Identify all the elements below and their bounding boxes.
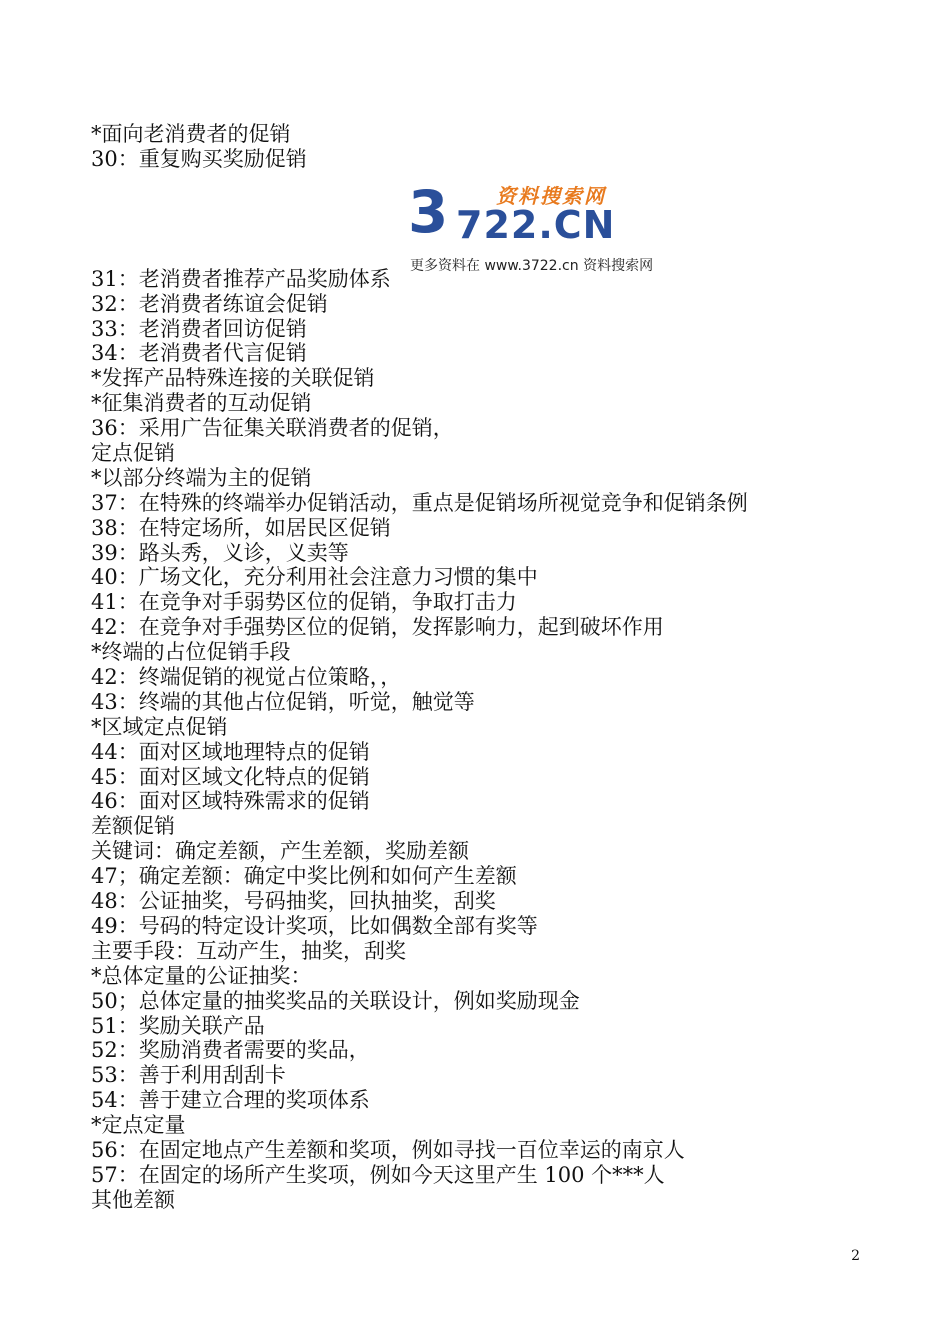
text-line: 31：老消费者推荐产品奖励体系 xyxy=(91,266,391,291)
text-line: 定点促销 xyxy=(91,441,175,466)
main-text-lines xyxy=(91,267,891,1213)
text-line: 53：善于利用刮刮卡 xyxy=(91,1063,286,1088)
text-line: *面向老消费者的促销 xyxy=(91,122,291,146)
logo-number: 3 xyxy=(408,178,449,246)
text-line: 39：路头秀，义诊，义卖等 xyxy=(91,540,349,565)
text-line: 49：号码的特定设计奖项，比如偶数全部有奖等 xyxy=(91,913,538,938)
text-line: 46：面对区域特殊需求的促销 xyxy=(91,789,370,814)
text-line: 57：在固定的场所产生奖项，例如今天这里产生 100 个***人 xyxy=(91,1162,665,1187)
text-line: 34：老消费者代言促销 xyxy=(91,341,307,366)
text-line: 42：终端促销的视觉占位策略，， xyxy=(91,665,402,690)
text-line: *定点定量 xyxy=(91,1113,186,1138)
text-line: *征集消费者的互动促销 xyxy=(91,391,312,416)
text-line: *发挥产品特殊连接的关联促销 xyxy=(91,366,375,391)
text-line: 差额促销 xyxy=(91,814,175,839)
text-line: 47；确定差额：确定中奖比例和如何产生差额 xyxy=(91,864,517,889)
text-line: 52：奖励消费者需要的奖品， xyxy=(91,1038,370,1063)
text-line: 其他差额 xyxy=(91,1187,175,1212)
text-line: 38：在特定场所，如居民区促销 xyxy=(91,515,391,540)
text-line: *以部分终端为主的促销 xyxy=(91,465,312,490)
logo-title: 资料搜索网 xyxy=(496,184,606,208)
text-line: 48：公证抽奖，号码抽奖，回执抽奖，刮奖 xyxy=(91,889,496,914)
text-line: 56：在固定地点产生差额和奖项，例如寻找一百位幸运的南京人 xyxy=(91,1137,685,1162)
text-line: 45：面对区域文化特点的促销 xyxy=(91,764,370,789)
text-line: 40：广场文化，充分利用社会注意力习惯的集中 xyxy=(91,565,538,590)
text-line: 42：在竞争对手强势区位的促销，发挥影响力，起到破坏作用 xyxy=(91,615,664,640)
text-line: 54：善于建立合理的奖项体系 xyxy=(91,1088,370,1113)
text-line: 33：老消费者回访促销 xyxy=(91,316,307,341)
text-line: 32：老消费者练谊会促销 xyxy=(91,291,328,316)
text-line: 41：在竞争对手弱势区位的促销，争取打击力 xyxy=(91,590,517,615)
text-body xyxy=(91,122,891,1213)
text-line: 51：奖励关联产品 xyxy=(91,1013,265,1038)
text-line: 37：在特殊的终端举办促销活动，重点是促销场所视觉竞争和促销条例 xyxy=(91,490,748,515)
text-line: *终端的占位促销手段 xyxy=(91,640,291,665)
text-line: 30：重复购买奖励促销 xyxy=(91,146,307,171)
page-number: 2 xyxy=(851,1248,860,1264)
text-line: 50；总体定量的抽奖奖品的关联设计，例如奖励现金 xyxy=(91,988,580,1013)
text-line: *总体定量的公证抽奖： xyxy=(91,963,312,988)
site-logo xyxy=(408,180,698,276)
logo-domain: 722.CN xyxy=(456,203,616,247)
text-line: 主要手段：互动产生，抽奖，刮奖 xyxy=(91,938,406,963)
logo-tagline: 更多资料在 www.3722.cn 资料搜索网 xyxy=(410,258,654,274)
text-line: *区域定点促销 xyxy=(91,714,228,739)
text-line: 36：采用广告征集关联消费者的促销， xyxy=(91,416,454,441)
text-line: 关键词：确定差额，产生差额，奖励差额 xyxy=(91,839,469,864)
text-line: 44：面对区域地理特点的促销 xyxy=(91,739,370,764)
text-line: 43：终端的其他占位促销，听觉，触觉等 xyxy=(91,689,475,714)
